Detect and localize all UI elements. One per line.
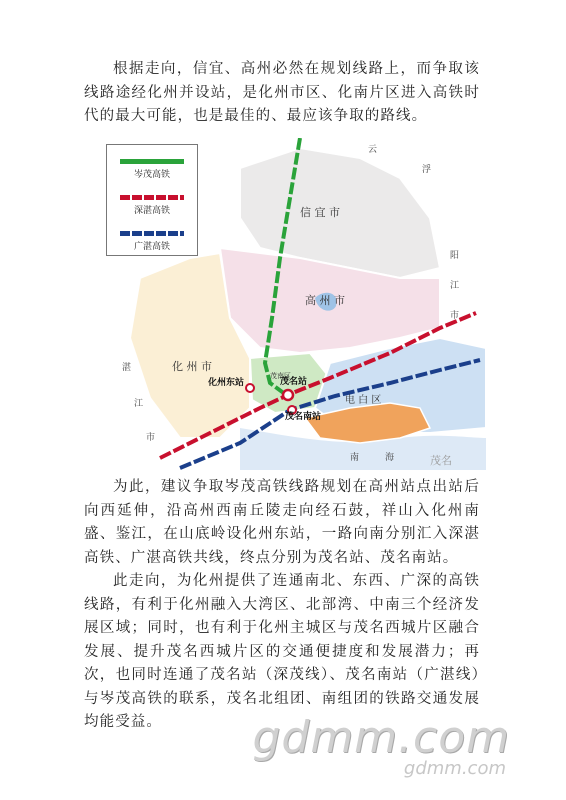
- watermark-small: gdmm.com: [403, 758, 506, 779]
- intro-paragraph: 根据走向，信宜、高州必然在规划线路上，而争取该线路途经化州并设站，是化州市区、化南片区进入高铁时代的最大可能，也是最佳的、最应该争取的路线。: [84, 61, 480, 124]
- huazhou-east-station-marker: [246, 384, 254, 392]
- map-credit: 茂名: [430, 454, 452, 467]
- huazhou-label: 化 州 市: [172, 360, 212, 373]
- edge-label-yang: 阳: [450, 251, 460, 261]
- legend-item-shenzhan: [107, 195, 197, 216]
- legend-swatch-green: [120, 159, 184, 164]
- watermark-large: gdmm.com: [252, 712, 510, 763]
- edge-label-jiang: 江: [450, 281, 460, 291]
- legend-swatch-red: [120, 195, 184, 200]
- legend-label-guangzhan: 广湛高铁: [133, 242, 170, 252]
- edge-label-zhan: 湛: [122, 363, 132, 373]
- edge-label-hai: 海: [385, 453, 395, 463]
- edge-label-nan: 南: [350, 453, 360, 463]
- xinyi-label: 信 宜 市: [300, 206, 340, 219]
- maoming-south-station-label: 茂名南站: [285, 412, 322, 422]
- legend-item-guangzhan: [107, 231, 197, 252]
- edge-label-jiang2: 江: [134, 399, 144, 409]
- legend-label-shenzhan: 深湛高铁: [133, 206, 170, 216]
- edge-label-yun: 云: [368, 145, 378, 155]
- edge-label-shi2: 市: [146, 433, 156, 443]
- legend-item-cenmao: [107, 159, 197, 180]
- gaozhou-label: 高 州 市: [305, 294, 345, 307]
- edge-label-shi: 市: [450, 311, 460, 321]
- maoming-station-marker: [283, 390, 293, 400]
- huazhou-east-station-label: 化州东站: [208, 378, 245, 388]
- edge-label-fu: 浮: [422, 165, 432, 175]
- benefit-paragraph: 此走向，为化州提供了连通南北、东西、广深的高铁线路，有利于化州融入大湾区、北部湾、中南三个经济发展区域；同时，也有利于化州主城区与茂名西城片区融合发展、提升茂名西城片区的交通便捷度和发展潜力；再次，也同时连通了茂名站（深茂线）、茂名南站（广湛线）与岑茂高铁的联系，茂名北组团、南组团的铁路交通发展均能受益。: [84, 573, 480, 730]
- legend-swatch-blue: [120, 231, 184, 236]
- proposal-paragraph: 为此，建议争取岑茂高铁线路规划在高州站点出站后向西延伸，沿高州西南丘陵走向经石鼓，祥山入化州南盛、鉴江，在山底岭设化州东站，一路向南分别汇入深湛高铁、广湛高铁共线，终点分别为茂名站、茂名南站。: [84, 479, 480, 566]
- maoming-station-label: 茂名站: [280, 377, 308, 387]
- dianbai-label: 电 白 区: [345, 395, 382, 406]
- map-legend: [106, 144, 198, 256]
- legend-label-cenmao: 岑茂高铁: [133, 170, 170, 180]
- maonan-label: 茂南区: [270, 372, 291, 380]
